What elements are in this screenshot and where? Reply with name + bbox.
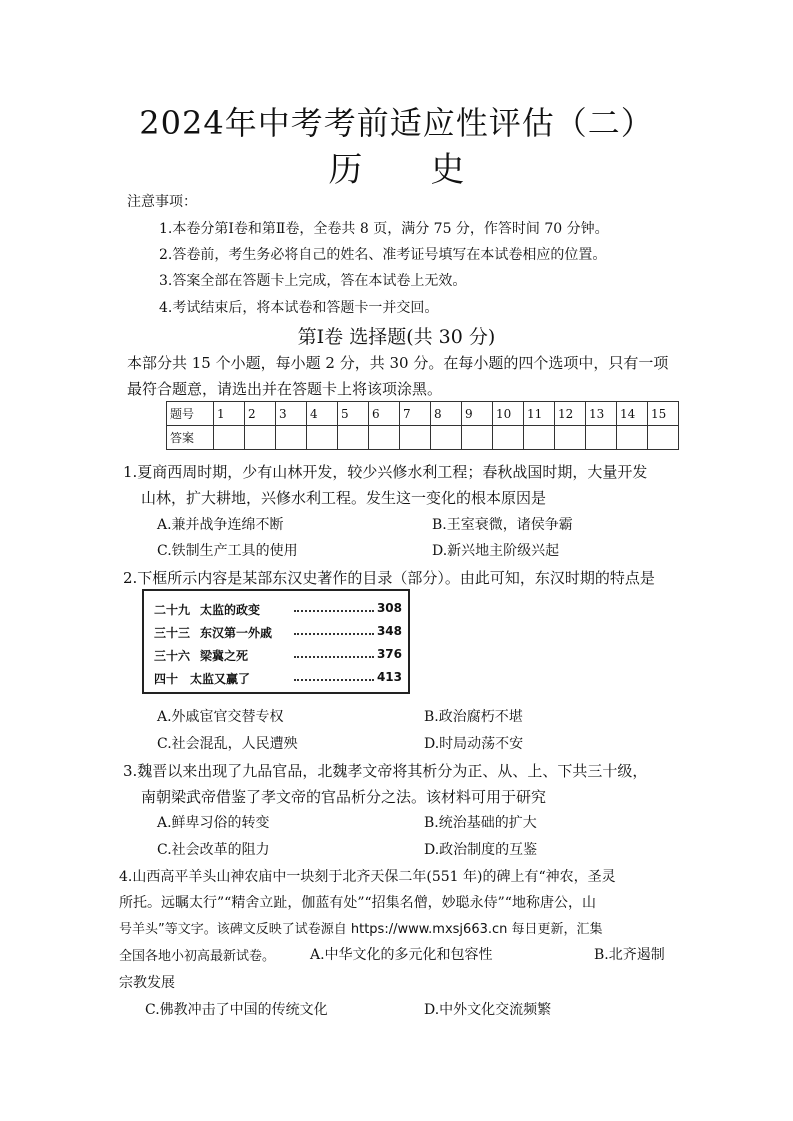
q2-option-a: A.外戚宦官交替专权: [157, 709, 284, 725]
q4-option-c: C.佛教冲击了中国的传统文化: [145, 1002, 328, 1018]
q3-stem-line-2: 南朝梁武帝借鉴了孝文帝的官品析分之法。该材料可用于研究: [141, 788, 547, 806]
note-item-4: 4.考试结束后，将本试卷和答题卡一并交回。: [159, 300, 439, 316]
toc-chapter-title: 梁冀之死: [200, 649, 249, 663]
toc-row: [154, 670, 402, 687]
note-item-3: 3.答案全部在答题卡上完成，答在本试卷上无效。: [159, 273, 467, 289]
answer-table-number: 2: [245, 402, 276, 426]
toc-leader-dots: [294, 656, 374, 658]
answer-table-number: 1: [214, 402, 245, 426]
answer-table-row-label: 答案: [167, 426, 214, 450]
answer-cell: [338, 426, 369, 450]
answer-table-number: 5: [338, 402, 369, 426]
q3-option-c: C.社会改革的阻力: [157, 842, 270, 858]
toc-row: [154, 647, 402, 664]
answer-cell: [214, 426, 245, 450]
toc-row: [154, 601, 402, 618]
q2-option-d: D.时局动荡不安: [424, 736, 524, 752]
q1-stem-line-2: 山林，扩大耕地，兴修水利工程。发生这一变化的根本原因是: [141, 489, 547, 507]
answer-cell: [555, 426, 586, 450]
q1-option-b: B.王室衰微，诸侯争霸: [432, 517, 573, 533]
answer-table-number: 7: [400, 402, 431, 426]
toc-page-number: 308: [376, 601, 402, 615]
toc-page-number: 348: [376, 624, 402, 638]
answer-table-number-row: [167, 402, 679, 426]
exam-title: 2024年中考考前适应性评估（二）: [139, 104, 654, 142]
answer-cell: [276, 426, 307, 450]
answer-table-row-label: 题号: [167, 402, 214, 426]
toc-chapter-title: 太监又赢了: [190, 672, 251, 686]
answer-table-number: 14: [617, 402, 648, 426]
answer-table: [166, 401, 679, 450]
toc-leader-dots: [294, 633, 374, 635]
answer-table-answer-row: [167, 426, 679, 450]
answer-cell: [586, 426, 617, 450]
q2-option-c: C.社会混乱，人民遭殃: [157, 736, 298, 752]
toc-page-number: 413: [376, 670, 402, 684]
answer-cell: [307, 426, 338, 450]
q3-stem-line-1: 3.魏晋以来出现了九品官品，北魏孝文帝将其析分为正、从、上、下共三十级，: [123, 762, 648, 780]
toc-chapter-number: 三十三: [154, 626, 191, 640]
note-item-1: 1.本卷分第Ⅰ卷和第Ⅱ卷，全卷共 8 页，满分 75 分，作答时间 70 分钟。: [159, 221, 609, 237]
subject-title: [0, 142, 793, 191]
q1-option-d: D.新兴地主阶级兴起: [432, 543, 560, 559]
toc-chapter-title: 太监的政变: [200, 603, 261, 617]
q4-option-b-continued: 宗教发展: [119, 975, 175, 991]
answer-table-number: 9: [462, 402, 493, 426]
q1-option-c: C.铁制生产工具的使用: [157, 543, 298, 559]
answer-table-number: 6: [369, 402, 400, 426]
answer-table-number: 10: [493, 402, 524, 426]
section-title: 第Ⅰ卷 选择题(共 30 分): [297, 326, 496, 348]
answer-cell: [369, 426, 400, 450]
answer-table-number: 13: [586, 402, 617, 426]
answer-table-number: 15: [648, 402, 679, 426]
q4-stem-line-1: 4.山西高平羊头山神农庙中一块刻于北齐天保二年(551 年)的碑上有“神农，圣灵: [119, 869, 616, 885]
answer-cell: [462, 426, 493, 450]
q2-option-b: B.政治腐朽不堪: [424, 709, 523, 725]
answer-table-number: 11: [524, 402, 555, 426]
answer-cell: [493, 426, 524, 450]
answer-table-number: 4: [307, 402, 338, 426]
subject-char-1: 历: [328, 150, 363, 190]
answer-cell: [431, 426, 462, 450]
toc-chapter-number: 二十九: [154, 603, 191, 617]
q4-stem-line-3: 号羊头”等文字。该碑文反映了试卷源自 https://www.mxsj663.cn 每日更新，汇集: [119, 922, 603, 937]
q4-option-d: D.中外文化交流频繁: [424, 1002, 552, 1018]
q2-stem: 2.下框所示内容是某部东汉史著作的目录（部分）。由此可知，东汉时期的特点是: [123, 569, 655, 587]
answer-cell: [524, 426, 555, 450]
answer-cell: [400, 426, 431, 450]
toc-chapter-number: 四十: [154, 672, 179, 686]
toc-page-number: 376: [376, 647, 402, 661]
notes-heading: 注意事项：: [127, 194, 197, 210]
section-instructions-line-2: 最符合题意，请选出并在答题卡上将该项涂黑。: [127, 380, 443, 398]
answer-table-number: 3: [276, 402, 307, 426]
subject-char-2: 史: [430, 150, 465, 190]
q4-option-a: A.中华文化的多元化和包容性: [310, 947, 493, 963]
q1-stem-line-1: 1.夏商西周时期，少有山林开发，较少兴修水利工程；春秋战国时期，大量开发: [123, 463, 648, 481]
toc-chapter-number: 三十六: [154, 649, 191, 663]
toc-chapter-title: 东汉第一外戚: [200, 626, 273, 640]
answer-cell: [648, 426, 679, 450]
q3-option-b: B.统治基础的扩大: [424, 815, 537, 831]
q4-stem-line-4: 全国各地小初高最新试卷。: [119, 949, 276, 964]
q2-toc-box: [142, 589, 410, 694]
q4-option-b: B.北齐遏制: [594, 947, 665, 963]
toc-row: [154, 624, 402, 641]
q3-option-d: D.政治制度的互鉴: [424, 842, 538, 858]
toc-leader-dots: [294, 679, 374, 681]
answer-table-number: 12: [555, 402, 586, 426]
section-instructions-line-1: 本部分共 15 个小题，每小题 2 分，共 30 分。在每小题的四个选项中，只有一项: [127, 354, 669, 372]
answer-cell: [617, 426, 648, 450]
toc-leader-dots: [294, 610, 374, 612]
answer-table-number: 8: [431, 402, 462, 426]
q3-option-a: A.鲜卑习俗的转变: [157, 815, 270, 831]
q4-stem-line-2: 所托。远瞩太行”“精舍立趾，伽蓝有处”“招集名僧，妙聪永侍”“地称唐公，山: [119, 895, 596, 911]
note-item-2: 2.答卷前，考生务必将自己的姓名、准考证号填写在本试卷相应的位置。: [159, 247, 607, 263]
q1-option-a: A.兼并战争连绵不断: [157, 517, 284, 533]
answer-cell: [245, 426, 276, 450]
